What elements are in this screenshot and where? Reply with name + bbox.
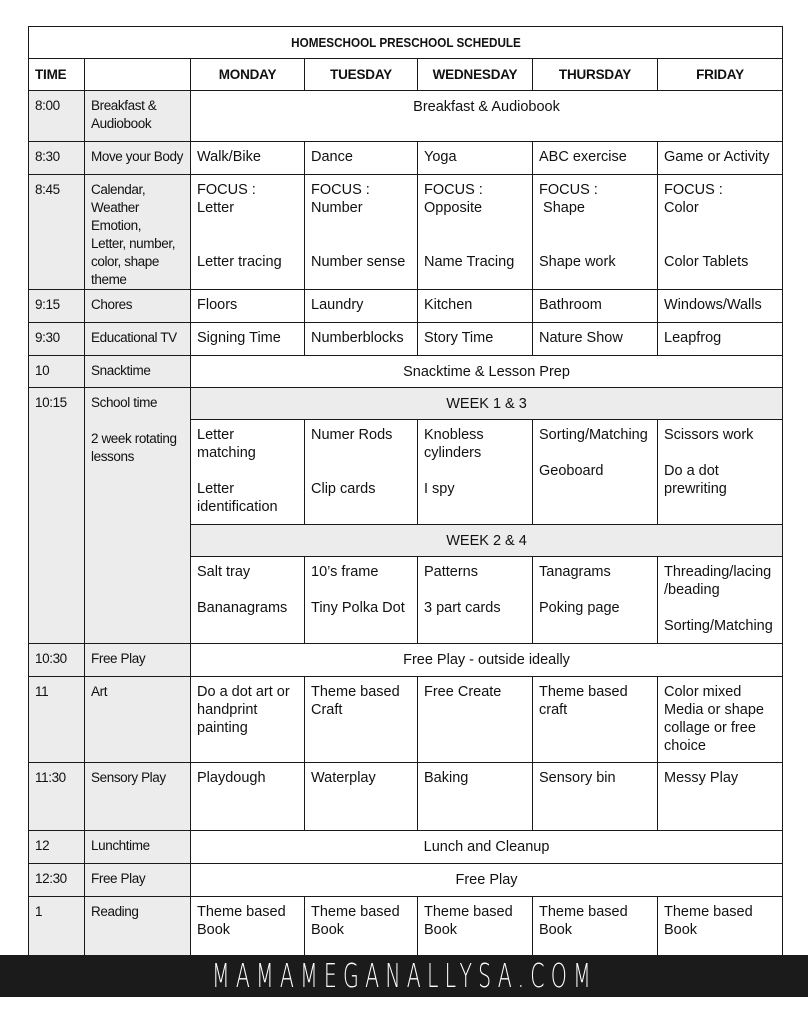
thursday-cell xyxy=(533,175,658,290)
row-free-play-2 xyxy=(29,864,783,897)
art-line: painting xyxy=(197,720,248,736)
header-wednesday: WEDNESDAY xyxy=(418,59,533,91)
lesson-a-line: cylinders xyxy=(424,445,482,461)
time-cell: 12:30 xyxy=(29,864,85,897)
lesson-a-line: Tanagrams xyxy=(539,564,611,580)
lesson-b-line: I spy xyxy=(424,481,455,497)
art-line: Do a dot art or xyxy=(197,684,290,700)
wednesday-cell xyxy=(418,175,533,290)
time-cell: 11:30 xyxy=(29,763,85,831)
time-cell: 12 xyxy=(29,831,85,864)
friday-cell: Leapfrog xyxy=(658,323,783,356)
focus-value: Opposite xyxy=(424,200,483,216)
row-chores xyxy=(29,290,783,323)
span-cell: Free Play xyxy=(191,864,783,897)
row-school-time xyxy=(29,388,783,420)
art-line: Color mixed xyxy=(664,684,742,700)
activity-cell: Sensory Play xyxy=(85,763,191,831)
focus-value: Number xyxy=(311,200,363,216)
focus-work: Number sense xyxy=(311,254,406,270)
monday-cell xyxy=(191,420,305,525)
row-move-your-body xyxy=(29,142,783,175)
span-cell: Breakfast & Audiobook xyxy=(191,91,783,142)
art-line: Theme based xyxy=(311,684,400,700)
activity-cell xyxy=(85,175,191,290)
lesson-a-line: Sorting/Matching xyxy=(539,427,648,443)
header-tuesday: TUESDAY xyxy=(305,59,418,91)
row-lunchtime xyxy=(29,831,783,864)
activity-cell: Snacktime xyxy=(85,356,191,388)
time-cell: 8:30 xyxy=(29,142,85,175)
header-friday: FRIDAY xyxy=(658,59,783,91)
art-line: Craft xyxy=(311,702,343,718)
tuesday-cell xyxy=(305,557,418,644)
activity-note-line: 2 week rotating xyxy=(91,431,177,446)
wednesday-cell xyxy=(418,677,533,763)
time-cell: 1 xyxy=(29,897,85,965)
time-cell: 9:30 xyxy=(29,323,85,356)
focus-label: FOCUS : xyxy=(424,182,483,198)
art-line: Media or shape xyxy=(664,702,764,718)
week-1-3-label: WEEK 1 & 3 xyxy=(191,388,783,420)
header-thursday: THURSDAY xyxy=(533,59,658,91)
row-snacktime xyxy=(29,356,783,388)
lesson-a-line: Patterns xyxy=(424,564,478,580)
focus-work: Name Tracing xyxy=(424,254,515,270)
activity-cell: Educational TV xyxy=(85,323,191,356)
activity-line: theme xyxy=(91,272,127,287)
lesson-b-line: Clip cards xyxy=(311,481,376,497)
lesson-b-line: identification xyxy=(197,499,278,515)
focus-label: FOCUS : xyxy=(664,182,723,198)
footer-banner xyxy=(0,955,808,997)
art-line: craft xyxy=(539,702,568,718)
schedule-title: HOMESCHOOL PRESCHOOL SCHEDULE xyxy=(66,27,745,59)
lesson-b-line: Do a dot xyxy=(664,463,719,479)
time-cell: 8:00 xyxy=(29,91,85,142)
focus-value: Letter xyxy=(197,200,235,216)
friday-cell: Messy Play xyxy=(658,763,783,831)
activity-line: Audiobook xyxy=(91,116,152,131)
time-cell: 10:30 xyxy=(29,644,85,677)
lesson-a-line: matching xyxy=(197,445,256,461)
row-educational-tv xyxy=(29,323,783,356)
reading-line: Book xyxy=(197,922,231,938)
time-cell: 11 xyxy=(29,677,85,763)
week-2-4-label: WEEK 2 & 4 xyxy=(191,525,783,557)
art-line: handprint xyxy=(197,702,258,718)
row-calendar xyxy=(29,175,783,290)
header-activity xyxy=(85,59,191,91)
activity-cell: Lunchtime xyxy=(85,831,191,864)
lesson-b-line: 3 part cards xyxy=(424,600,501,616)
activity-note-line: lessons xyxy=(91,449,134,464)
art-line: collage or free xyxy=(664,720,756,736)
wednesday-cell xyxy=(418,420,533,525)
time-cell: 8:45 xyxy=(29,175,85,290)
activity-line: Weather Emotion, xyxy=(91,200,142,233)
activity-line: Breakfast & xyxy=(91,98,157,113)
time-cell: 10:15 xyxy=(29,388,85,644)
friday-cell: Windows/Walls xyxy=(658,290,783,323)
reading-line: Book xyxy=(539,922,573,938)
lesson-b-line: Geoboard xyxy=(539,463,604,479)
activity-cell xyxy=(85,91,191,142)
monday-cell xyxy=(191,677,305,763)
row-sensory-play xyxy=(29,763,783,831)
reading-line: Theme based xyxy=(539,904,628,920)
wednesday-cell: Kitchen xyxy=(418,290,533,323)
tuesday-cell xyxy=(305,420,418,525)
friday-cell: Game or Activity xyxy=(658,142,783,175)
friday-cell xyxy=(658,557,783,644)
focus-label: FOCUS : xyxy=(311,182,370,198)
lesson-a-line: Scissors work xyxy=(664,427,754,443)
friday-cell xyxy=(658,677,783,763)
tuesday-cell xyxy=(305,677,418,763)
reading-line: Theme based xyxy=(664,904,753,920)
friday-cell xyxy=(658,175,783,290)
reading-line: Theme based xyxy=(311,904,400,920)
wednesday-cell: Story Time xyxy=(418,323,533,356)
activity-line: Calendar, xyxy=(91,182,146,197)
lesson-b-line: Bananagrams xyxy=(197,600,288,616)
focus-work: Shape work xyxy=(539,254,616,270)
monday-cell: Walk/Bike xyxy=(191,142,305,175)
tuesday-cell: Waterplay xyxy=(305,763,418,831)
activity-cell: Free Play xyxy=(85,864,191,897)
lesson-a-line: 10’s frame xyxy=(311,564,379,580)
reading-line: Theme based xyxy=(424,904,513,920)
activity-cell: Art xyxy=(85,677,191,763)
lesson-b-line: Tiny Polka Dot xyxy=(311,600,405,616)
monday-cell: Playdough xyxy=(191,763,305,831)
activity-cell: Reading xyxy=(85,897,191,965)
activity-cell: Chores xyxy=(85,290,191,323)
activity-line: Letter, number, xyxy=(91,236,176,251)
thursday-cell: Nature Show xyxy=(533,323,658,356)
lesson-a-line: Numer Rods xyxy=(311,427,393,443)
wednesday-cell: Yoga xyxy=(418,142,533,175)
span-cell: Snacktime & Lesson Prep xyxy=(191,356,783,388)
header-time: TIME xyxy=(29,59,85,91)
art-line: Theme based xyxy=(539,684,628,700)
wednesday-cell: Baking xyxy=(418,763,533,831)
wednesday-cell xyxy=(418,557,533,644)
tuesday-cell: Laundry xyxy=(305,290,418,323)
thursday-cell: ABC exercise xyxy=(533,142,658,175)
reading-line: Book xyxy=(311,922,345,938)
thursday-cell xyxy=(533,677,658,763)
activity-cell: Free Play xyxy=(85,644,191,677)
monday-cell xyxy=(191,557,305,644)
focus-work: Color Tablets xyxy=(664,254,749,270)
activity-line: School time xyxy=(91,395,158,410)
footer-website-text: MAMAMEGANALLYSA.COM xyxy=(211,956,597,995)
lesson-a-line: /beading xyxy=(664,582,720,598)
thursday-cell xyxy=(533,557,658,644)
span-cell: Free Play - outside ideally xyxy=(191,644,783,677)
row-free-play-1 xyxy=(29,644,783,677)
activity-cell xyxy=(85,388,191,644)
header-row xyxy=(29,59,783,91)
time-cell: 9:15 xyxy=(29,290,85,323)
tuesday-cell xyxy=(305,175,418,290)
thursday-cell xyxy=(533,420,658,525)
lesson-b-line: prewriting xyxy=(664,481,727,497)
time-cell: 10 xyxy=(29,356,85,388)
thursday-cell: Bathroom xyxy=(533,290,658,323)
row-breakfast xyxy=(29,91,783,142)
lesson-a-line: Salt tray xyxy=(197,564,251,580)
thursday-cell: Sensory bin xyxy=(533,763,658,831)
reading-line: Book xyxy=(424,922,458,938)
span-cell: Lunch and Cleanup xyxy=(191,831,783,864)
lesson-a-line: Letter xyxy=(197,427,235,443)
lesson-b-line: Letter xyxy=(197,481,235,497)
tuesday-cell: Dance xyxy=(305,142,418,175)
focus-label: FOCUS : xyxy=(539,182,598,198)
schedule-table xyxy=(28,26,783,965)
row-art xyxy=(29,677,783,763)
header-monday: MONDAY xyxy=(191,59,305,91)
lesson-b-line: Sorting/Matching xyxy=(664,618,773,634)
activity-cell: Move your Body xyxy=(85,142,191,175)
art-line: choice xyxy=(664,738,706,754)
reading-line: Theme based xyxy=(197,904,286,920)
monday-cell: Floors xyxy=(191,290,305,323)
lesson-a-line: Threading/lacing xyxy=(664,564,772,580)
lesson-a-line: Knobless xyxy=(424,427,484,443)
monday-cell xyxy=(191,175,305,290)
reading-line: Book xyxy=(664,922,698,938)
focus-work: Letter tracing xyxy=(197,254,282,270)
focus-value: Color xyxy=(664,200,699,216)
focus-label: FOCUS : xyxy=(197,182,256,198)
friday-cell xyxy=(658,420,783,525)
tuesday-cell: Numberblocks xyxy=(305,323,418,356)
monday-cell: Signing Time xyxy=(191,323,305,356)
activity-line: color, shape xyxy=(91,254,159,269)
focus-value: Shape xyxy=(539,200,585,216)
lesson-b-line: Poking page xyxy=(539,600,620,616)
art-line: Free Create xyxy=(424,684,502,700)
